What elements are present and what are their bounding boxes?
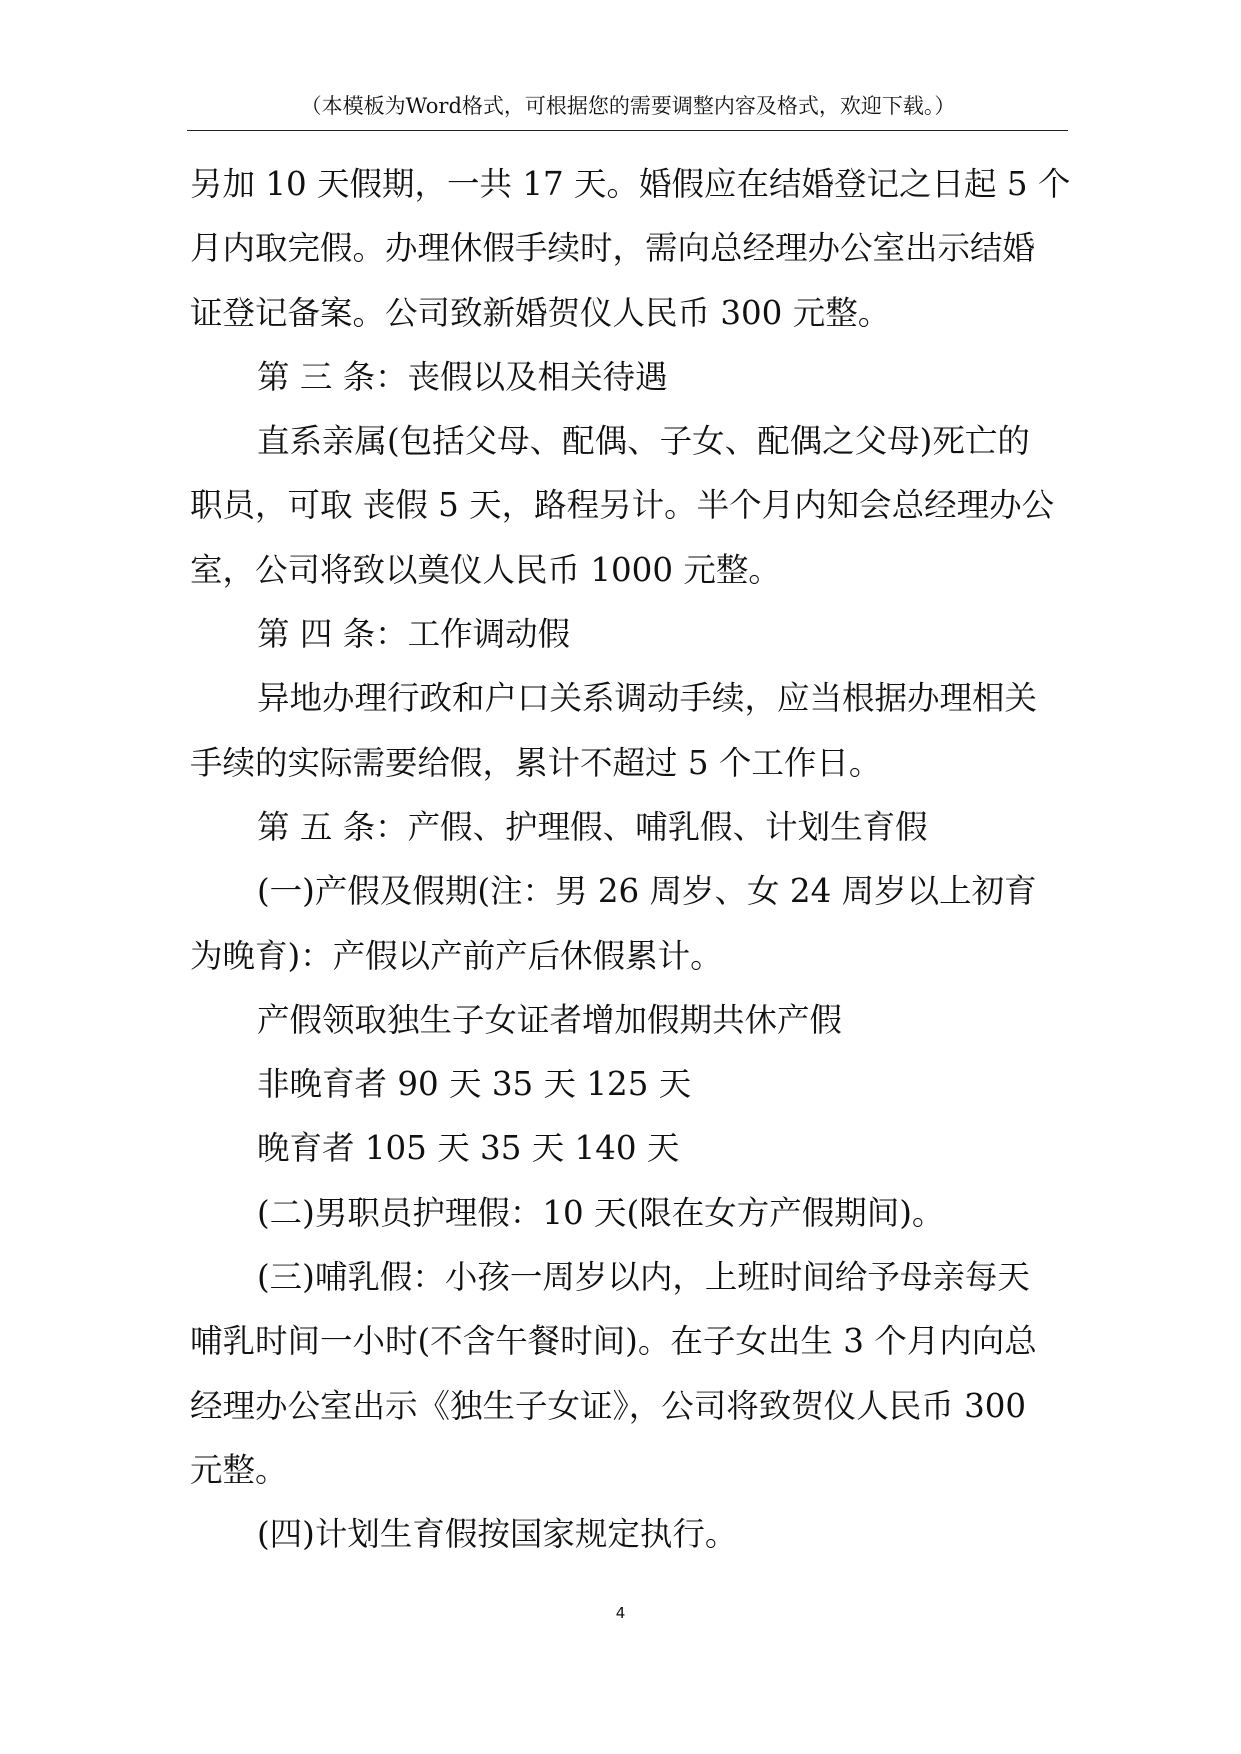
header-divider [187,130,1068,131]
text-line: 另加 10 天假期，一共 17 天。婚假应在结婚登记之日起 5 个 [190,165,1071,203]
text-line: 经理办公室出示《独生子女证》，公司将致贺仪人民币 300 [190,1386,1027,1425]
text-line: (一)产假及假期(注：男 26 周岁、女 24 周岁以上初育 [257,872,1037,911]
text-line: (二)男职员护理假：10 天(限在女方产假期间)。 [257,1193,945,1232]
text-line: 元整。 [190,1450,288,1489]
text-line: 第 四 条：工作调动假 [257,615,571,654]
text-line: 第 五 条：产假、护理假、哺乳假、计划生育假 [257,807,928,846]
text-line: 哺乳时间一小时(不含午餐时间)。在子女出生 3 个月内向总 [190,1322,1037,1361]
text-line: 异地办理行政和户口关系调动手续，应当根据办理相关 [257,679,1038,718]
text-line: (三)哺乳假：小孩一周岁以内，上班时间给予母亲每天 [257,1258,1030,1297]
text-line: 第 三 条：丧假以及相关待遇 [257,357,668,396]
text-line: 晚育者 105 天 35 天 140 天 [257,1129,680,1168]
text-line: 月内取完假。办理休假手续时，需向总经理办公室出示结婚 [190,229,1036,268]
text-line: 手续的实际需要给假，累计不超过 5 个工作日。 [190,743,882,782]
text-line: 非晚育者 90 天 35 天 125 天 [257,1065,692,1104]
page-header: （本模板为Word格式，可根据您的需要调整内容及格式，欢迎下载。） [300,94,956,118]
text-line: 产假领取独生子女证者增加假期共休产假 [257,1000,843,1039]
text-line: (四)计划生育假按国家规定执行。 [257,1515,738,1554]
text-line: 为晚育)：产假以产前产后休假累计。 [190,936,723,975]
text-line: 职员，可取 丧假 5 天，路程另计。半个月内知会总经理办公 [190,486,1055,525]
text-line: 直系亲属(包括父母、配偶、子女、配偶之父母)死亡的 [257,422,1030,461]
text-line: 证登记备案。公司致新婚贺仪人民币 300 元整。 [190,293,891,332]
page-number: 4 [615,1604,626,1622]
text-line: 室，公司将致以奠仪人民币 1000 元整。 [190,550,781,589]
document-body [190,152,1070,1567]
